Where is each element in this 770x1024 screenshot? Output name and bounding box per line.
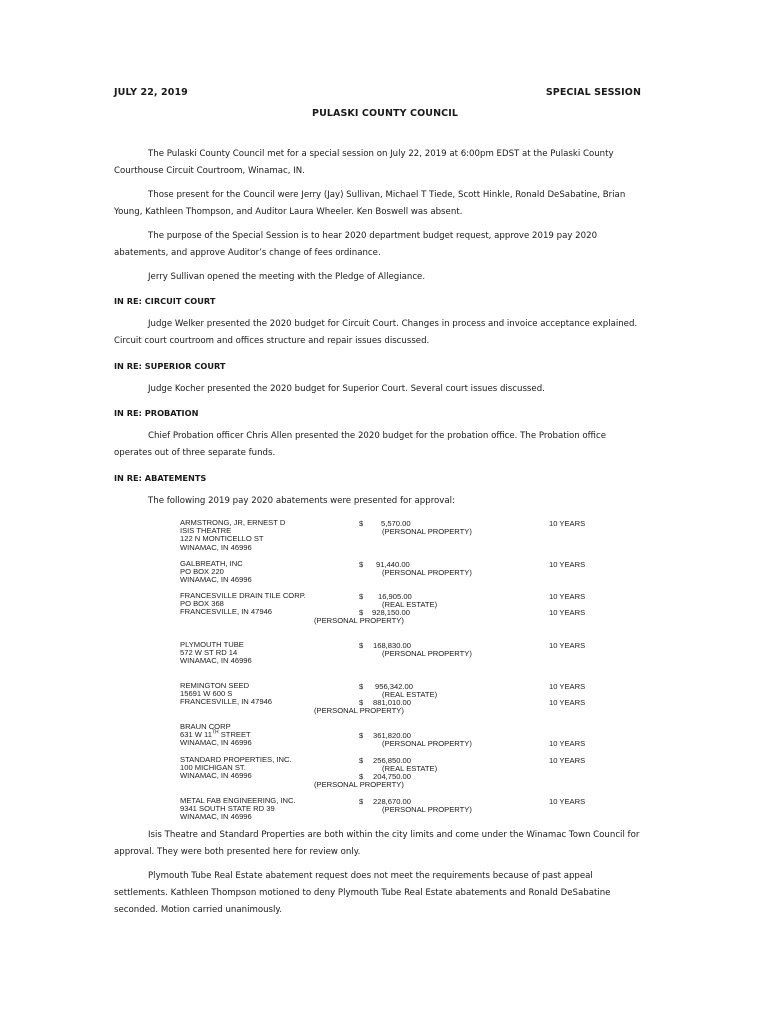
company-name: PLYMOUTH TUBE	[180, 640, 244, 649]
document-title: PULASKI COUNTY COUNCIL	[312, 108, 458, 119]
company-address-line: WINAMAC, IN 46996	[180, 575, 252, 585]
abatement-entry-standard-properties	[180, 756, 292, 781]
abatement-amount: 16,905.00	[378, 592, 412, 601]
paragraph-circuit-court: Judge Welker presented the 2020 budget for Circuit Court. Changes in process and invoice acceptance explained. Circuit court courtroom and offices structure and repair issues discussed.	[114, 319, 638, 346]
company-name: ARMSTRONG, JR, ERNEST D	[180, 518, 286, 527]
dollar-sign: $	[359, 519, 364, 528]
abatement-term: 10 YEARS	[549, 756, 586, 765]
abatement-entry-remington-seed	[180, 682, 272, 707]
property-type: (PERSONAL PROPERTY)	[314, 616, 404, 625]
abatement-term: 10 YEARS	[549, 698, 586, 707]
abatement-term: 10 YEARS	[549, 592, 586, 601]
paragraph-superior-court: Judge Kocher presented the 2020 budget for Superior Court. Several court issues discussed.	[148, 384, 545, 394]
paragraph-probation: Chief Probation officer Chris Allen presented the 2020 budget for the probation office. The Probation office operates out of three separate funds.	[114, 431, 606, 458]
dollar-sign: $	[359, 797, 364, 806]
dollar-sign: $	[359, 560, 364, 569]
company-address-line: WINAMAC, IN 46996	[180, 656, 252, 666]
section-heading-probation: IN RE: PROBATION	[114, 408, 199, 418]
property-type: (REAL ESTATE)	[382, 600, 438, 609]
property-type: (PERSONAL PROPERTY)	[382, 527, 472, 536]
company-name: BRAUN CORP	[180, 722, 231, 731]
company-address-line: 572 W ST RD 14	[180, 648, 238, 658]
abatement-amount: 204,750.00	[373, 772, 412, 781]
company-address-line: 631 W 11TH STREET	[180, 729, 251, 740]
dollar-sign: $	[359, 731, 364, 740]
company-address-line: 15691 W 600 S	[180, 689, 233, 699]
abatement-entry-francesville	[180, 592, 306, 617]
abatement-amount: 168,830.00	[373, 641, 412, 650]
abatement-term: 10 YEARS	[549, 739, 586, 748]
abatement-amount: 256,850.00	[373, 756, 412, 765]
abatement-amount: 228,670.00	[373, 797, 412, 806]
abatement-amount: 881,010.00	[373, 698, 412, 707]
property-type: (PERSONAL PROPERTY)	[382, 805, 472, 814]
session-type: SPECIAL SESSION	[545, 87, 641, 98]
company-address-line: 9341 SOUTH STATE RD 39	[180, 804, 275, 814]
property-type: (REAL ESTATE)	[382, 690, 438, 699]
abatement-term: 10 YEARS	[549, 641, 586, 650]
abatement-amount: 91,440.00	[376, 560, 410, 569]
paragraph-abatements-intro: The following 2019 pay 2020 abatements were presented for approval:	[148, 496, 455, 506]
company-address-line: FRANCESVILLE, IN 47946	[180, 607, 273, 617]
paragraph-town-council-note: Isis Theatre and Standard Properties are both within the city limits and come under the Winamac Town Council for approval. They were both presented here for review only.	[114, 830, 640, 857]
abatement-term: 10 YEARS	[549, 608, 586, 617]
company-address-line: 122 N MONTICELLO ST	[180, 534, 264, 544]
property-type: (PERSONAL PROPERTY)	[314, 706, 404, 715]
property-type: (PERSONAL PROPERTY)	[382, 568, 472, 577]
paragraph-purpose: The purpose of the Special Session is to hear 2020 department budget request, approve 2019 pay 2020 abatements, and approve Auditor’s change of fees ordinance.	[114, 231, 598, 258]
property-type: (PERSONAL PROPERTY)	[382, 649, 472, 658]
company-address-line: WINAMAC, IN 46996	[180, 542, 252, 552]
abatement-entry-armstrong	[180, 519, 285, 552]
dollar-sign: $	[359, 608, 364, 617]
dollar-sign: $	[359, 772, 364, 781]
company-address-line: PO BOX 368	[180, 599, 224, 609]
property-type: (PERSONAL PROPERTY)	[382, 739, 472, 748]
abatement-term: 10 YEARS	[549, 797, 586, 806]
section-heading-superior-court: IN RE: SUPERIOR COURT	[114, 361, 226, 371]
company-address-line: 100 MICHIGAN ST.	[180, 763, 246, 773]
abatement-term: 10 YEARS	[549, 519, 586, 528]
meeting-date: JULY 22, 2019	[114, 87, 188, 98]
abatement-entry-metal-fab	[180, 797, 296, 822]
dollar-sign: $	[359, 682, 364, 691]
company-address-line: WINAMAC, IN 46996	[180, 738, 252, 748]
company-address-line: FRANCESVILLE, IN 47946	[180, 697, 273, 707]
paragraph-plymouth-motion: Plymouth Tube Real Estate abatement request does not meet the requirements because of past appeal settlements. Kathleen Thompson motioned to deny Plymouth Tube Real Estate abatements and Ronald DeSabatine seconded. Motion carried unanimously.	[114, 871, 611, 915]
property-type: (REAL ESTATE)	[382, 764, 438, 773]
paragraph-meeting-info: The Pulaski County Council met for a special session on July 22, 2019 at 6:00pm EDST at the Pulaski County Courthouse Circuit Courtroom, Winamac, IN.	[114, 149, 614, 176]
company-name: METAL FAB ENGINEERING, INC.	[180, 796, 296, 805]
section-heading-circuit-court: IN RE: CIRCUIT COURT	[114, 296, 216, 306]
company-address-line: WINAMAC, IN 46996	[180, 812, 252, 822]
company-name: FRANCESVILLE DRAIN TILE CORP.	[180, 591, 306, 600]
abatement-term: 10 YEARS	[549, 560, 586, 569]
company-name: REMINGTON SEED	[180, 681, 250, 690]
company-address-line: ISIS THEATRE	[180, 526, 232, 536]
company-address-line: PO BOX 220	[180, 567, 224, 577]
abatement-amount: 5,570.00	[381, 519, 411, 528]
abatement-entry-braun-corp	[180, 723, 252, 748]
paragraph-attendance: Those present for the Council were Jerry (Jay) Sullivan, Michael T Tiede, Scott Hinkle, Ronald DeSabatine, Brian Young, Kathleen Thompson, and Auditor Laura Wheeler. Ken Boswell was absent.	[114, 190, 626, 217]
paragraph-pledge: Jerry Sullivan opened the meeting with the Pledge of Allegiance.	[148, 272, 426, 282]
dollar-sign: $	[359, 756, 364, 765]
company-name: STANDARD PROPERTIES, INC.	[180, 755, 292, 764]
dollar-sign: $	[359, 641, 364, 650]
dollar-sign: $	[359, 592, 364, 601]
abatement-term: 10 YEARS	[549, 682, 586, 691]
abatement-entry-plymouth-tube	[180, 641, 252, 666]
abatement-amount: 928,150.00	[372, 608, 411, 617]
dollar-sign: $	[359, 698, 364, 707]
section-heading-abatements: IN RE: ABATEMENTS	[114, 473, 207, 483]
abatement-amount: 361,820.00	[373, 731, 412, 740]
abatement-amount: 956,342.00	[375, 682, 414, 691]
abatement-entry-galbreath	[180, 560, 252, 585]
property-type: (PERSONAL PROPERTY)	[314, 780, 404, 789]
company-name: GALBREATH, INC	[180, 559, 243, 568]
company-address-line: WINAMAC, IN 46996	[180, 771, 252, 781]
